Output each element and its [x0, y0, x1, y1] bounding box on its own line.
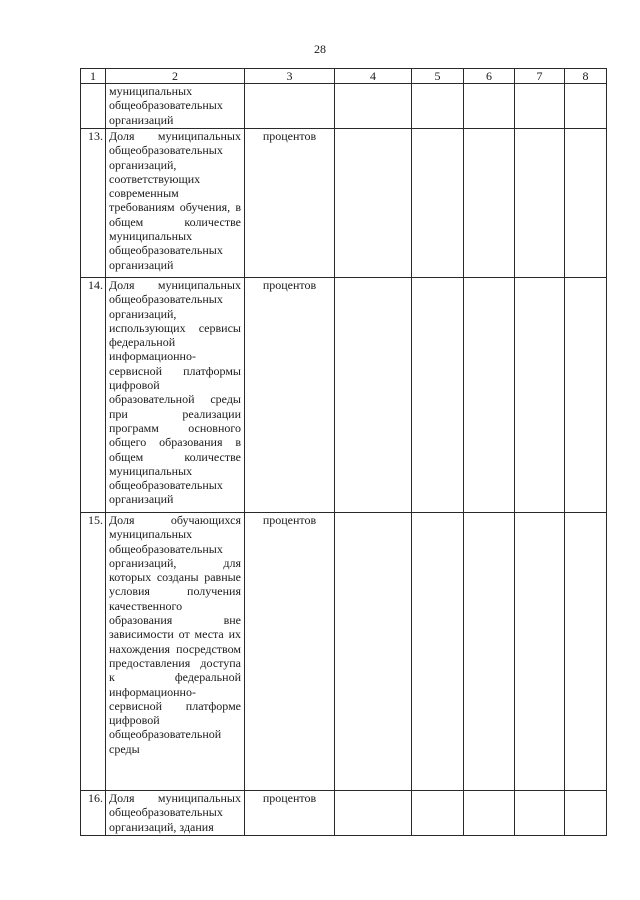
value-cell — [515, 791, 565, 836]
value-cell — [464, 513, 515, 791]
row-number: 13. — [81, 129, 106, 278]
row-number: 15. — [81, 513, 106, 791]
value-cell — [515, 129, 565, 278]
value-cell — [565, 129, 607, 278]
column-header-1: 1 — [81, 69, 106, 84]
unit-cell: процентов — [245, 513, 335, 791]
unit-cell: процентов — [245, 278, 335, 513]
unit-cell: процентов — [245, 791, 335, 836]
value-cell — [412, 791, 464, 836]
header-row — [81, 69, 607, 84]
row-number — [81, 84, 106, 129]
value-cell — [515, 278, 565, 513]
value-cell — [515, 513, 565, 791]
value-cell — [335, 129, 412, 278]
column-header-4: 4 — [335, 69, 412, 84]
value-cell — [412, 129, 464, 278]
indicators-table — [80, 68, 607, 836]
table-row — [81, 278, 607, 513]
page-number: 28 — [314, 42, 326, 56]
value-cell — [464, 791, 515, 836]
column-header-2: 2 — [106, 69, 245, 84]
row-number: 16. — [81, 791, 106, 836]
value-cell — [515, 84, 565, 129]
value-cell — [412, 84, 464, 129]
indicator-name: муниципальных общеобразовательных организаций — [106, 84, 245, 129]
value-cell — [464, 278, 515, 513]
value-cell — [464, 84, 515, 129]
column-header-6: 6 — [464, 69, 515, 84]
indicator-name: Доля муниципальных общеобразовательных организаций, соответствующих современным требованиям обучения, в общем количестве муниципальных общеобразовательных организаций — [106, 129, 245, 278]
value-cell — [565, 84, 607, 129]
column-header-8: 8 — [565, 69, 607, 84]
value-cell — [412, 278, 464, 513]
value-cell — [565, 791, 607, 836]
value-cell — [335, 513, 412, 791]
value-cell — [412, 513, 464, 791]
unit-cell — [245, 84, 335, 129]
column-header-7: 7 — [515, 69, 565, 84]
table-row — [81, 129, 607, 278]
value-cell — [335, 84, 412, 129]
table-row — [81, 513, 607, 791]
indicator-name: Доля муниципальных общеобразовательных организаций, здания — [106, 791, 245, 836]
row-number: 14. — [81, 278, 106, 513]
table-row — [81, 84, 607, 129]
indicator-name: Доля обучающихся муниципальных общеобразовательных организаций, для которых созданы равные условия получения качественного образования вне зависимости от места их нахождения посредством предоставления доступа к федеральной информационно-сервисной платформе цифровой общеобразовательной среды — [106, 513, 245, 791]
value-cell — [565, 278, 607, 513]
value-cell — [335, 791, 412, 836]
value-cell — [335, 278, 412, 513]
column-header-3: 3 — [245, 69, 335, 84]
table-row — [81, 791, 607, 836]
value-cell — [565, 513, 607, 791]
value-cell — [464, 129, 515, 278]
column-header-5: 5 — [412, 69, 464, 84]
unit-cell: процентов — [245, 129, 335, 278]
indicator-name: Доля муниципальных общеобразовательных организаций, использующих сервисы федеральной информационно-сервисной платформы цифровой образовательной среды при реализации программ основного общего образования в общем количестве муниципальных общеобразовательных организаций — [106, 278, 245, 513]
